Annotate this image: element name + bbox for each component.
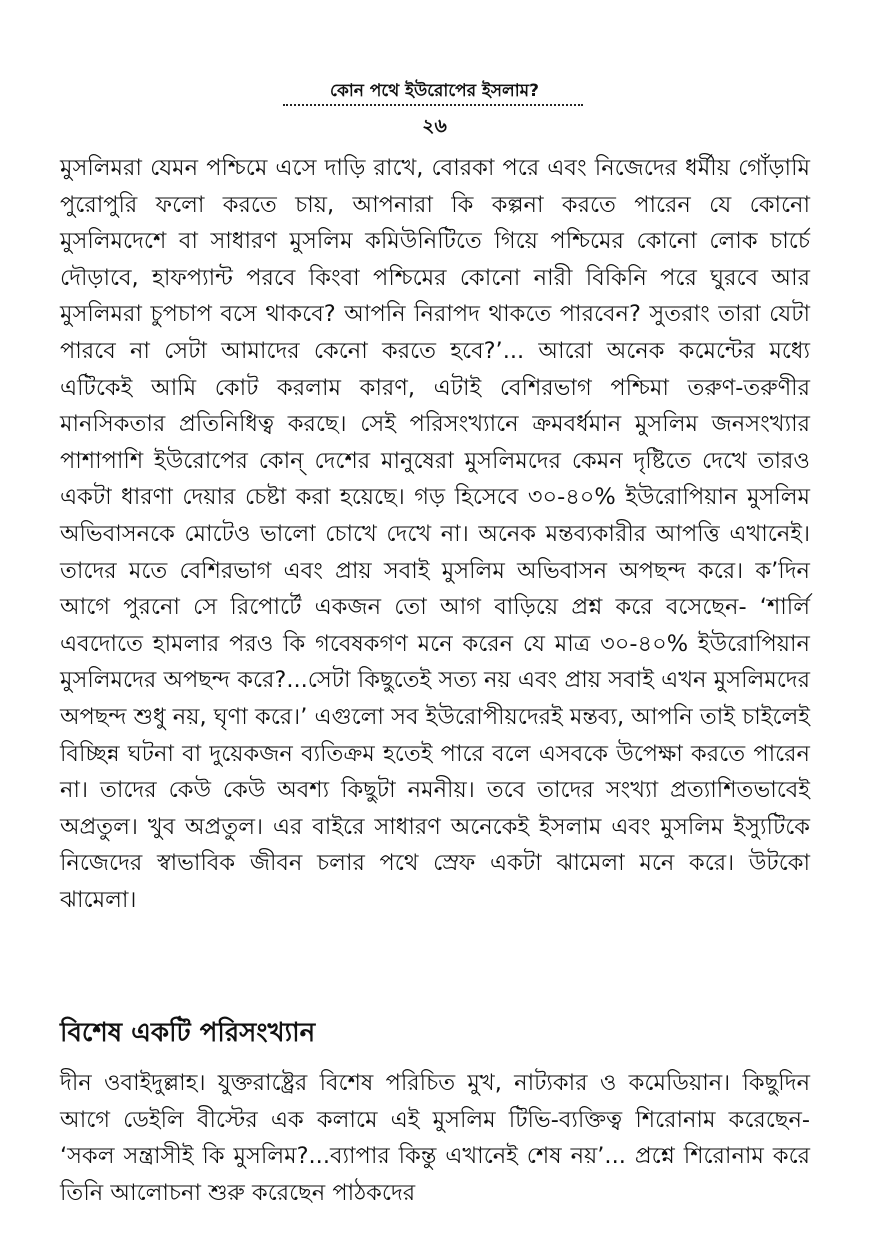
body-paragraph-2: দীন ওবাইদুল্লাহ। যুক্তরাষ্ট্রের বিশেষ পরিচিত মুখ, নাট্যকার ও কমেডিয়ান। কিছুদিন আগে ডেইলি বীস্টের এক কলামে এই মুসলিম টিভি-ব্যক্তিত্ব শিরোনাম করেছেন- ‘সকল সন্ত্রাসীই কি মুসলিম?...ব্যাপার কিন্তু এখানেই শেষ নয়’... প্রশ্নে শিরোনাম করে তিনি আলোচনা শুরু করেছেন পাঠকদের: [60, 1070, 810, 1206]
body-paragraph-1: মুসলিমরা যেমন পশ্চিমে এসে দাড়ি রাখে, বোরকা পরে এবং নিজেদের ধর্মীয় গোঁড়ামি পুরোপুরি ফলো করতে চায়, আপনারা কি কল্পনা করতে পারেন যে কোনো মুসলিমদেশে বা সাধারণ মুসলিম কমিউনিটিতে গিয়ে পশ্চিমের কোনো লোক চার্চে দৌড়াবে, হাফপ্যান্ট পরবে কিংবা পশ্চিমের কোনো নারী বিকিনি পরে ঘুরবে আর মুসলিমরা চুপচাপ বসে থাকবে? আপনি নিরাপদ থাকতে পারবেন? সুতরাং তারা যেটা পারবে না সেটা আমাদের কেনো করতে হবে?’... আরো অনেক কমেন্টের মধ্যে এটিকেই আমি কোট করলাম কারণ, এটাই বেশিরভাগ পশ্চিমা তরুণ-তরুণীর মানসিকতার প্রতিনিধিত্ব করছে। সেই পরিসংখ্যানে ক্রমবর্ধমান মুসলিম জনসংখ্যার পাশাপাশি ইউরোপের কোন্ দেশের মানুষেরা মুসলিমদের কেমন দৃষ্টিতে দেখে তারও একটা ধারণা দেয়ার চেষ্টা করা হয়েছে। গড় হিসেবে ৩০-৪০% ইউরোপিয়ান মুসলিম অভিবাসনকে মোটেও ভালো চোখে দেখে না। অনেক মন্তব্যকারীর আপত্তি এখানেই। তাদের মতে বেশিরভাগ এবং প্রায় সবাই মুসলিম অভিবাসন অপছন্দ করে। ক’দিন আগে পুরনো সে রিপোর্টে একজন তো আগ বাড়িয়ে প্রশ্ন করে বসেছেন- ‘শার্লি এবদোতে হামলার পরও কি গবেষকগণ মনে করেন যে মাত্র ৩০-৪০% ইউরোপিয়ান মুসলিমদের অপছন্দ করে?...সেটা কিছুতেই সত্য নয় এবং প্রায় সবাই এখন মুসলিমদের অপছন্দ শুধু নয়, ঘৃণা করে।’ এগুলো সব ইউরোপীয়দেরই মন্তব্য, আপনি তাই চাইলেই বিচ্ছিন্ন ঘটনা বা দুয়েকজন ব্যতিক্রম হতেই পারে বলে এসবকে উপেক্ষা করতে পারেন না। তাদের কেউ কেউ অবশ্য কিছুটা নমনীয়। তবে তাদের সংখ্যা প্রত্যাশিতভাবেই অপ্রতুল। খুব অপ্রতুল। এর বাইরে সাধারণ অনেকেই ইসলাম এবং মুসলিম ইস্যুটিকে নিজেদের স্বাভাবিক জীবন চলার পথে স্রেফ একটা ঝামেলা মনে করে। উটকো ঝামেলা।: [60, 155, 810, 913]
page-number: ২৬: [422, 115, 447, 137]
section-heading: বিশেষ একটি পরিসংখ্যান: [60, 1018, 316, 1048]
header-dotted-rule: [283, 104, 583, 106]
running-header-title: কোন পথে ইউরোপের ইসলাম?: [330, 81, 539, 101]
